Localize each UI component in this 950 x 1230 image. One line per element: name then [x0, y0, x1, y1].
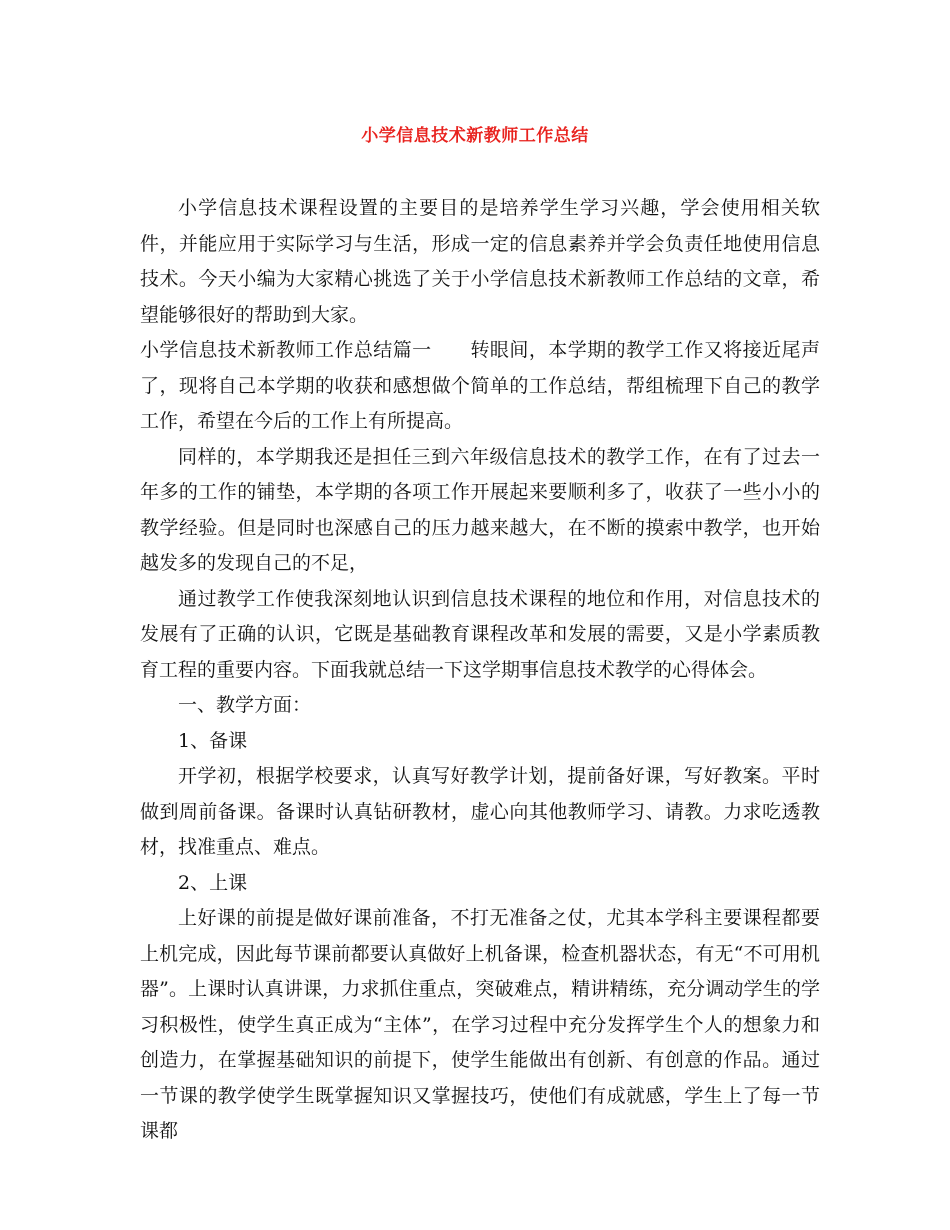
heading-lesson-prep: 1、备课	[178, 729, 248, 752]
paragraph-understanding: 通过教学工作使我深刻地认识到信息技术课程的地位和作用，对信息技术的发展有了正确的认识，它既是基础教育课程改革和发展的需要，又是小学素质教育工程的重要内容。下面我就总结一下这学期事信息技术教学的心得体会。	[140, 587, 820, 681]
document-title: 小学信息技术新教师工作总结	[361, 126, 589, 146]
paragraph-class: 上好课的前提是做好课前准备，不打无准备之仗，尤其本学科主要课程都要上机完成，因此每节课前都要认真做好上机备课，检查机器状态，有无“不可用机器”。上课时认真讲课，力求抓住重点，突破难点，精讲精练，充分调动学生的学习积极性，使学生真正成为“主体”，在学习过程中充分发挥学生个人的想象力和创造力，在掌握基础知识的前提下，使学生能做出有创新、有创意的作品。通过一节课的教学使学生既掌握知识又掌握技巧，使他们有成就感，学生上了每一节课都	[140, 907, 820, 1142]
heading-teaching: 一、教学方面：	[178, 694, 312, 716]
paragraph-lesson-prep: 开学初，根据学校要求，认真写好教学计划，提前备好课，写好教案。平时做到周前备课。备课时认真钻研教材，虚心向其他教师学习、请教。力求吃透教材，找准重点、难点。	[140, 765, 820, 858]
paragraph-work-overview: 同样的，本学期我还是担任三到六年级信息技术的教学工作，在有了过去一年多的工作的铺垫，本学期的各项工作开展起来要顺利多了，收获了一些小小的教学经验。但是同时也深感自己的压力越来越大，在不断的摸索中教学，也开始越发多的发现自己的不足，	[140, 445, 820, 574]
document-body	[140, 191, 820, 1150]
paragraph-intro: 小学信息技术课程设置的主要目的是培养学生学习兴趣，学会使用相关软件，并能应用于实际学习与生活，形成一定的信息素养并学会负责任地使用信息技术。今天小编为大家精心挑选了关于小学信息技术新教师工作总结的文章，希望能够很好的帮助到大家。	[140, 197, 820, 326]
heading-class: 2、上课	[178, 871, 248, 894]
paragraph-section-heading: 小学信息技术新教师工作总结篇一 转眼间，本学期的教学工作又将接近尾声了，现将自己本学期的收获和感想做个简单的工作总结，帮组梳理下自己的教学工作，希望在今后的工作上有所提高。	[140, 339, 820, 432]
